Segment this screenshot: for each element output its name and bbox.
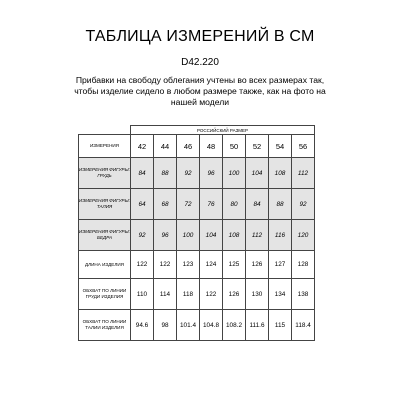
table-cell: 138 xyxy=(292,279,315,310)
table-cell: 108.2 xyxy=(223,310,246,341)
table-cell: 101.4 xyxy=(177,310,200,341)
table-row xyxy=(79,158,315,189)
table-cell: 120 xyxy=(292,220,315,251)
table-cell: 126 xyxy=(223,279,246,310)
table-cell: 127 xyxy=(269,251,292,279)
table-cell: 128 xyxy=(292,251,315,279)
table-row xyxy=(79,310,315,341)
table-row xyxy=(79,220,315,251)
table-cell: 134 xyxy=(269,279,292,310)
table-cell: 96 xyxy=(154,220,177,251)
size-header: 56 xyxy=(292,135,315,158)
size-group-header: РОССИЙСКИЙ РАЗМЕР xyxy=(131,126,315,135)
table-corner xyxy=(79,126,131,135)
row-label: ОБХВАТ ПО ЛИНИИ ТАЛИИ ИЗДЕЛИЯ xyxy=(79,310,131,341)
table-cell: 108 xyxy=(223,220,246,251)
table-row xyxy=(79,189,315,220)
size-header: 46 xyxy=(177,135,200,158)
table-cell: 115 xyxy=(269,310,292,341)
page-title: ТАБЛИЦА ИЗМЕРЕНИЙ В СМ xyxy=(85,28,315,45)
table-cell: 116 xyxy=(269,220,292,251)
table-cell: 112 xyxy=(292,158,315,189)
size-header: 48 xyxy=(200,135,223,158)
table-cell: 112 xyxy=(246,220,269,251)
table-cell: 130 xyxy=(246,279,269,310)
table-cell: 118 xyxy=(177,279,200,310)
table-cell: 114 xyxy=(154,279,177,310)
table-row xyxy=(79,251,315,279)
table-cell: 125 xyxy=(223,251,246,279)
size-header: 42 xyxy=(131,135,154,158)
table-row xyxy=(79,279,315,310)
table-cell: 122 xyxy=(154,251,177,279)
size-header: 50 xyxy=(223,135,246,158)
table-cell: 110 xyxy=(131,279,154,310)
table-cell: 98 xyxy=(154,310,177,341)
label-header: ИЗМЕРЕНИЯ xyxy=(79,135,131,158)
table-cell: 126 xyxy=(246,251,269,279)
table-cell: 111.6 xyxy=(246,310,269,341)
fit-note: Прибавки на свободу облегания учтены во всех размерах так, чтобы изделие сидело в любом размере также, как на фото на нашей модели xyxy=(74,75,326,107)
table-cell: 84 xyxy=(131,158,154,189)
size-header-row xyxy=(79,135,315,158)
table-cell: 92 xyxy=(177,158,200,189)
table-cell: 72 xyxy=(177,189,200,220)
table-cell: 96 xyxy=(200,158,223,189)
table-cell: 104 xyxy=(200,220,223,251)
size-header: 52 xyxy=(246,135,269,158)
size-table xyxy=(78,125,315,341)
table-cell: 92 xyxy=(292,189,315,220)
row-label: ИЗМЕРЕНИЯ ФИГУРЫ: БЕДРА xyxy=(79,220,131,251)
table-cell: 124 xyxy=(200,251,223,279)
table-cell: 94.6 xyxy=(131,310,154,341)
table-cell: 104.8 xyxy=(200,310,223,341)
table-cell: 123 xyxy=(177,251,200,279)
table-cell: 100 xyxy=(223,158,246,189)
table-cell: 118.4 xyxy=(292,310,315,341)
row-label: ДЛИНА ИЗДЕЛИЯ xyxy=(79,251,131,279)
table-cell: 122 xyxy=(131,251,154,279)
product-code: D42.220 xyxy=(181,57,219,68)
row-label: ИЗМЕРЕНИЯ ФИГУРЫ: ТАЛИЯ xyxy=(79,189,131,220)
table-cell: 108 xyxy=(269,158,292,189)
size-header: 44 xyxy=(154,135,177,158)
table-cell: 76 xyxy=(200,189,223,220)
table-cell: 80 xyxy=(223,189,246,220)
row-label: ИЗМЕРЕНИЯ ФИГУРЫ: ГРУДЬ xyxy=(79,158,131,189)
row-label: ОБХВАТ ПО ЛИНИИ ГРУДИ ИЗДЕЛИЯ xyxy=(79,279,131,310)
table-cell: 122 xyxy=(200,279,223,310)
table-cell: 64 xyxy=(131,189,154,220)
table-cell: 92 xyxy=(131,220,154,251)
table-cell: 88 xyxy=(269,189,292,220)
size-header: 54 xyxy=(269,135,292,158)
table-cell: 88 xyxy=(154,158,177,189)
table-cell: 100 xyxy=(177,220,200,251)
table-cell: 104 xyxy=(246,158,269,189)
table-cell: 84 xyxy=(246,189,269,220)
table-cell: 68 xyxy=(154,189,177,220)
